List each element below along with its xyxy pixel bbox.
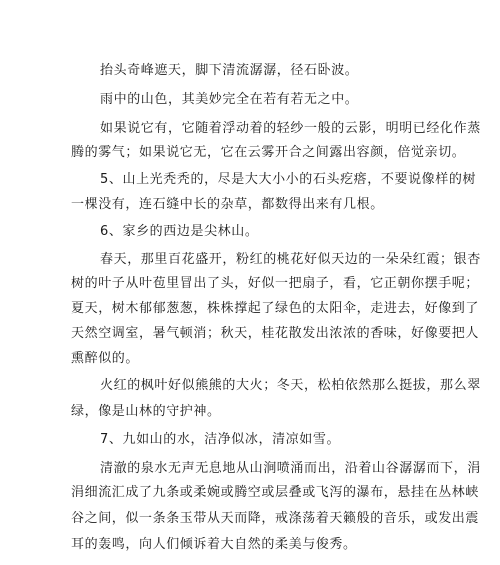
text-line: 如果说它有，它随着浮动着的轻纱一般的云影，明明已经化作蒸: [100, 121, 481, 136]
text-line: 涓细流汇成了九条或柔婉或腾空或层叠或飞泻的瀑布，悬挂在丛林峡: [71, 485, 480, 500]
text-line: 5、山上光秃秃的，尽是大大小小的石头疙瘩，不要说像样的树: [100, 172, 477, 187]
text-line: 树的叶子从叶苞里冒出了头，好似一把扇子，看，它正朝你摆手呢；: [71, 276, 480, 291]
text-line: 火红的枫叶好似熊熊的大火；冬天，松柏依然那么挺拔，那么翠: [100, 378, 481, 393]
text-line: 天然空调室，暑气顿消；秋天，桂花散发出浓浓的香味，好像要把人: [71, 326, 480, 341]
text-line: 熏醉似的。: [71, 351, 140, 366]
text-line: 腾的雾气；如果说它无，它在云雾开合之间露出容颜，倍觉亲切。: [71, 145, 466, 160]
text-line: 谷之间，似一条条玉带从天而降，戒涤荡着天籁般的音乐，或发出震: [71, 511, 480, 526]
text-line: 6、家乡的西边是尖林山。: [100, 224, 259, 239]
text-line: 夏天，树木郁郁葱葱，株株撑起了绿色的太阳伞，走进去，好像到了: [71, 301, 480, 316]
text-line: 雨中的山色，其美妙完全在若有若无之中。: [100, 92, 359, 107]
text-line: 抬头奇峰遮天，脚下清流潺潺，径石卧波。: [100, 63, 359, 78]
text-line: 一棵没有，连石缝中长的杂草，都数得出来有几根。: [71, 197, 384, 212]
text-line: 7、九如山的水，洁净似冰，清凉如雪。: [100, 432, 341, 447]
text-line: 清澈的泉水无声无息地从山涧喷涌而出，沿着山谷潺潺而下，涓: [100, 461, 481, 476]
text-line: 耳的轰鸣，向人们倾诉着大自然的柔美与俊秀。: [71, 537, 357, 552]
text-line: 绿，像是山林的守护神。: [71, 404, 221, 419]
text-line: 春天，那里百花盛开，粉红的桃花好似天边的一朵朵红霞；银杏: [100, 252, 481, 267]
